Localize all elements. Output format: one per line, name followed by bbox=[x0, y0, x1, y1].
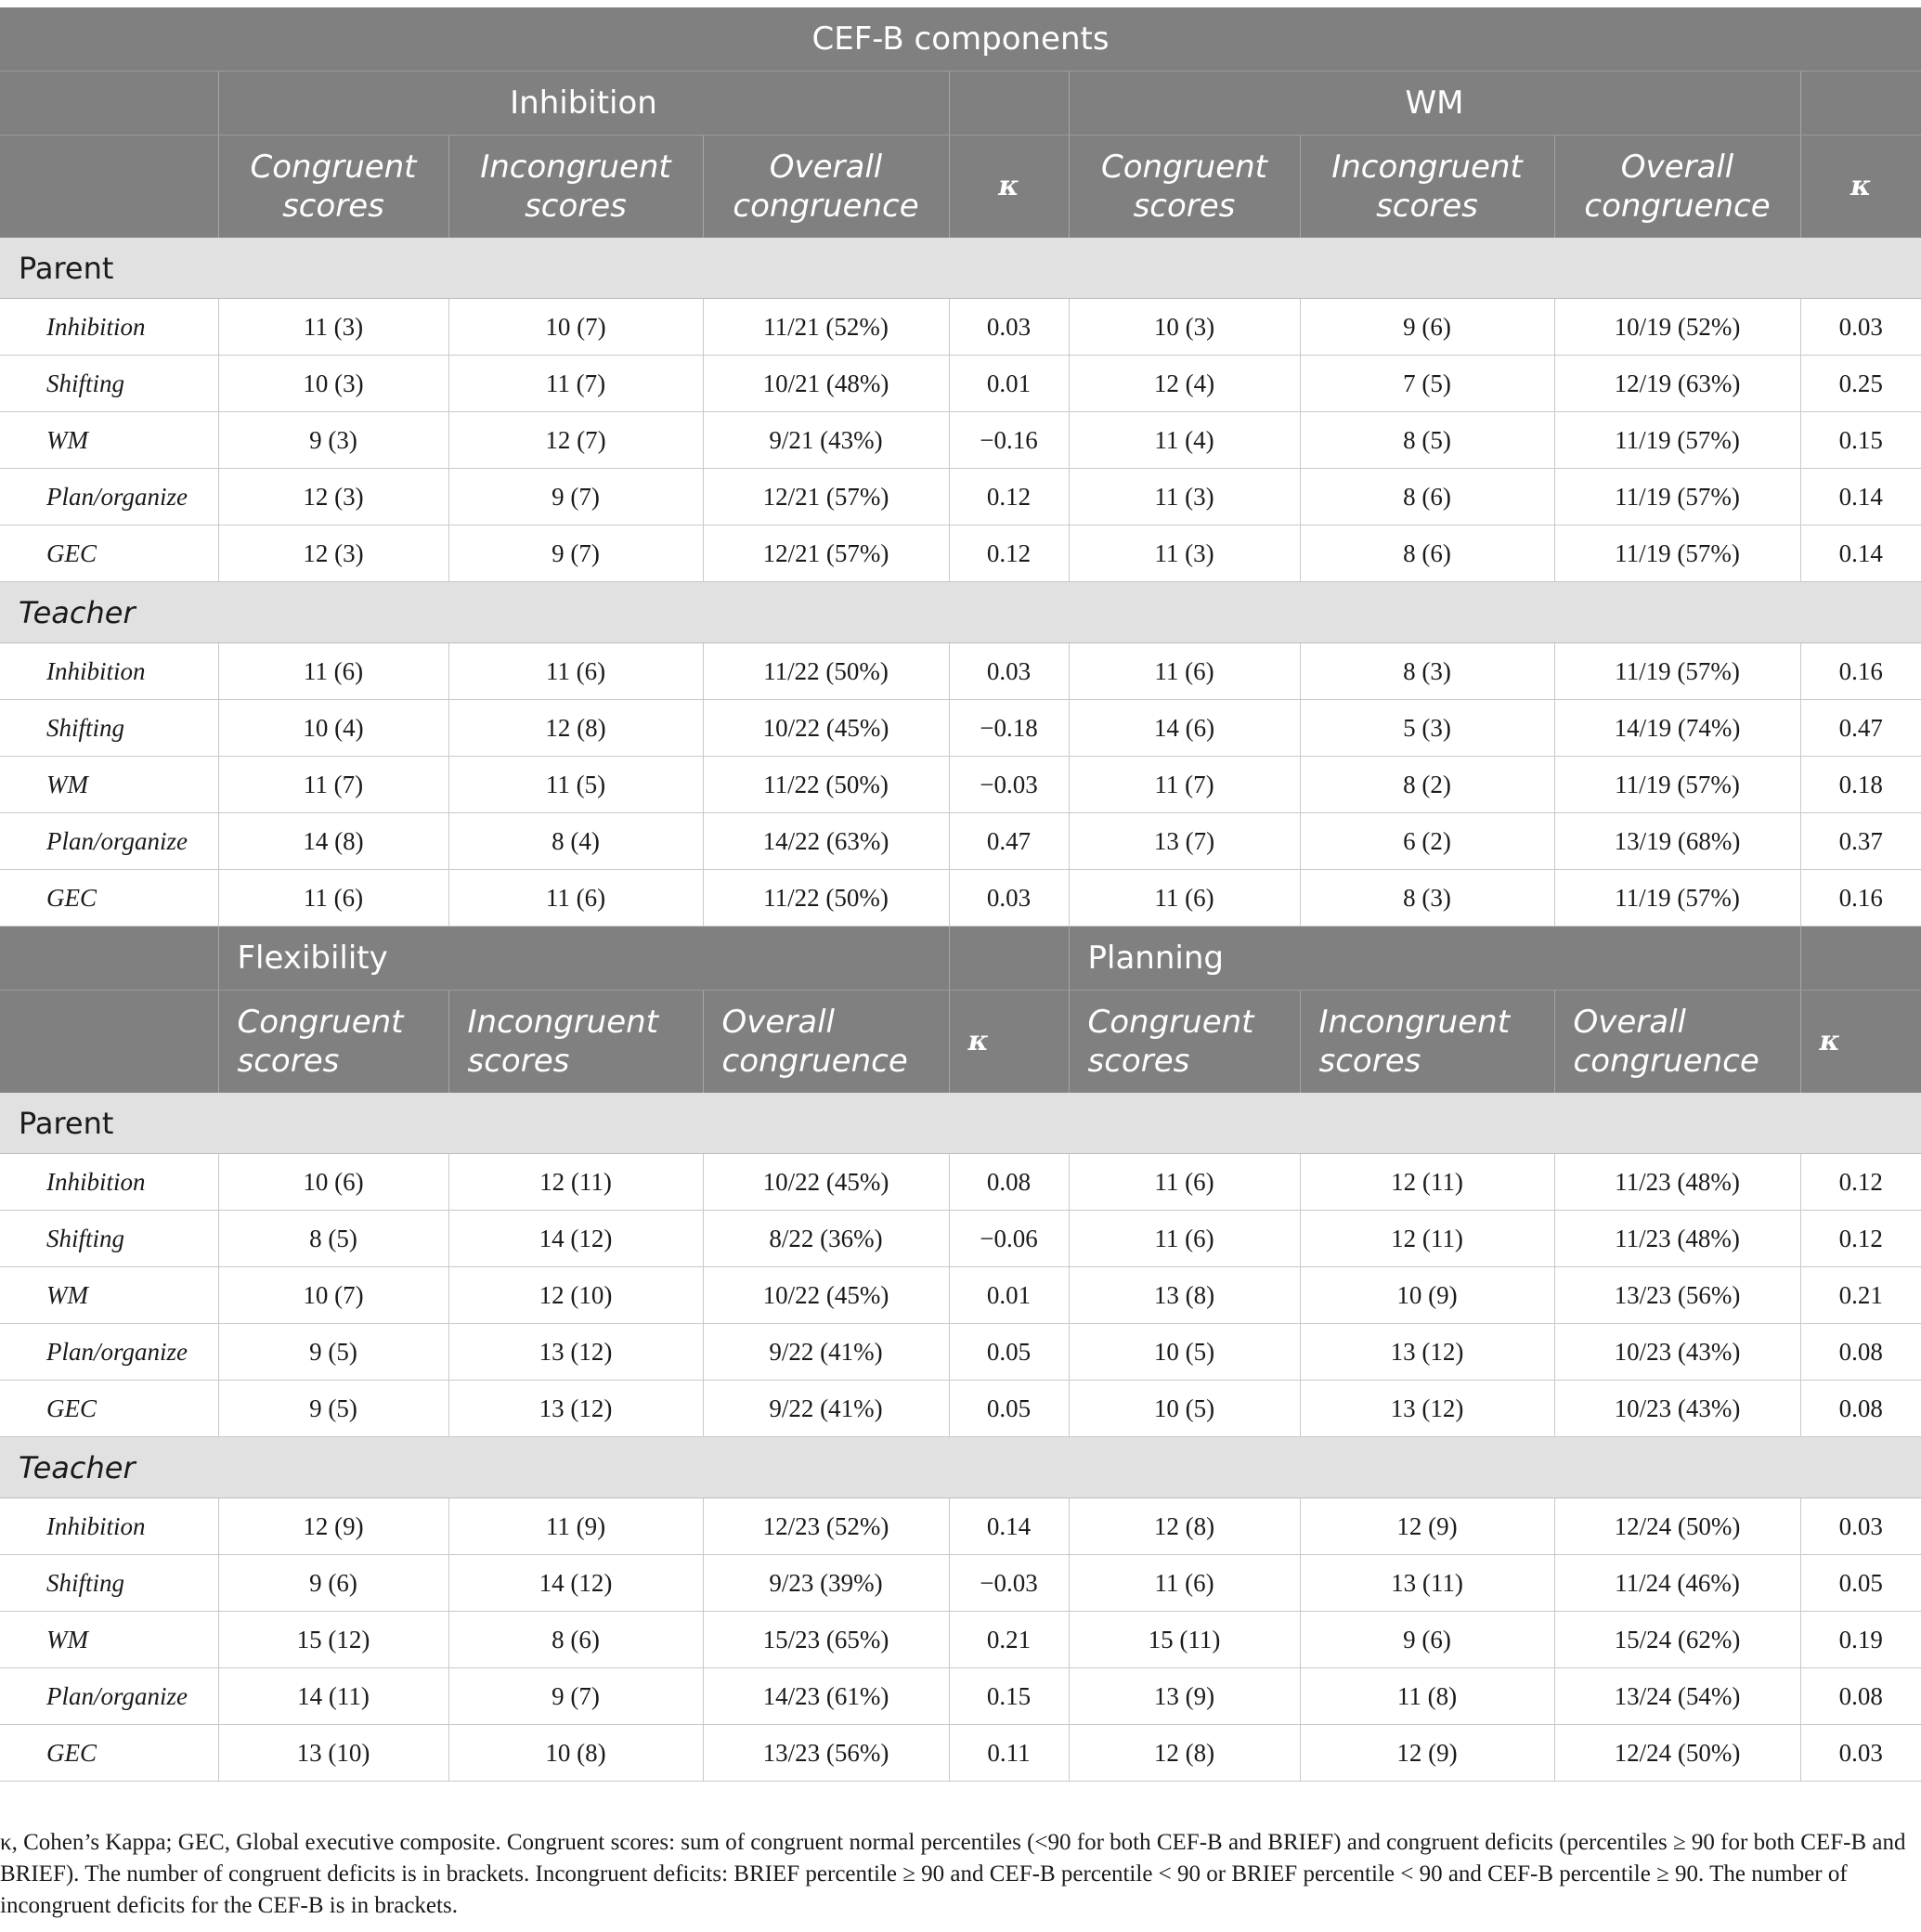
cell-i2: 12 (11) bbox=[1300, 1211, 1554, 1267]
table-row bbox=[0, 1154, 1921, 1211]
cell-k2: 0.08 bbox=[1800, 1324, 1921, 1381]
cell-i1: 11 (6) bbox=[448, 870, 703, 927]
table-row bbox=[0, 643, 1921, 700]
cell-i2: 9 (6) bbox=[1300, 1612, 1554, 1668]
group-header-row bbox=[0, 71, 1921, 136]
cell-c2: 13 (8) bbox=[1069, 1267, 1300, 1324]
table-row bbox=[0, 1498, 1921, 1555]
cell-k1: 0.08 bbox=[949, 1154, 1069, 1211]
cell-k1: 0.11 bbox=[949, 1725, 1069, 1782]
group-header-blank bbox=[1800, 927, 1921, 991]
table-row bbox=[0, 1324, 1921, 1381]
cell-i2: 8 (6) bbox=[1300, 525, 1554, 582]
group-header-left: Inhibition bbox=[218, 71, 949, 136]
incongruent-scores-header bbox=[1300, 136, 1554, 239]
row-label: GEC bbox=[0, 525, 218, 582]
cell-c2: 11 (3) bbox=[1069, 525, 1300, 582]
overall-congruence-header-line1: Overall bbox=[1573, 1004, 1687, 1041]
cell-k1: 0.03 bbox=[949, 643, 1069, 700]
cell-o2: 13/24 (54%) bbox=[1554, 1668, 1800, 1725]
incongruent-scores-header-line2: scores bbox=[467, 1043, 570, 1080]
table-row bbox=[0, 412, 1921, 469]
cell-k1: 0.12 bbox=[949, 525, 1069, 582]
incongruent-scores-header-line1: Incongruent bbox=[1318, 1004, 1511, 1041]
table-body bbox=[0, 7, 1921, 1782]
cell-c1: 8 (5) bbox=[218, 1211, 448, 1267]
row-label: Inhibition bbox=[0, 643, 218, 700]
cell-c1: 12 (9) bbox=[218, 1498, 448, 1555]
cell-c1: 10 (3) bbox=[218, 356, 448, 412]
cell-o1: 9/22 (41%) bbox=[703, 1381, 949, 1437]
cell-c1: 13 (10) bbox=[218, 1725, 448, 1782]
cell-c2: 11 (4) bbox=[1069, 412, 1300, 469]
cell-o1: 9/21 (43%) bbox=[703, 412, 949, 469]
cell-i1: 14 (12) bbox=[448, 1211, 703, 1267]
section-label: Teacher bbox=[0, 1437, 1921, 1498]
cell-i1: 13 (12) bbox=[448, 1381, 703, 1437]
cell-i2: 10 (9) bbox=[1300, 1267, 1554, 1324]
incongruent-scores-header-line2: scores bbox=[1376, 188, 1478, 225]
table-row bbox=[0, 469, 1921, 525]
congruent-scores-header-line1: Congruent bbox=[237, 1004, 404, 1041]
table-row bbox=[0, 700, 1921, 757]
congruent-scores-header-line1: Congruent bbox=[1101, 149, 1267, 186]
group-header-blank bbox=[1800, 71, 1921, 136]
cell-c1: 11 (6) bbox=[218, 870, 448, 927]
row-label: WM bbox=[0, 1612, 218, 1668]
row-label: Shifting bbox=[0, 356, 218, 412]
cell-k1: 0.05 bbox=[949, 1381, 1069, 1437]
cell-k1: 0.14 bbox=[949, 1498, 1069, 1555]
cell-k2: 0.47 bbox=[1800, 700, 1921, 757]
cell-k2: 0.25 bbox=[1800, 356, 1921, 412]
congruent-scores-header-line2: scores bbox=[237, 1043, 340, 1080]
cell-i2: 8 (3) bbox=[1300, 643, 1554, 700]
table-row bbox=[0, 1381, 1921, 1437]
incongruent-scores-header-line1: Incongruent bbox=[480, 149, 671, 186]
cell-c2: 11 (6) bbox=[1069, 643, 1300, 700]
cell-c2: 12 (8) bbox=[1069, 1725, 1300, 1782]
cell-i1: 8 (4) bbox=[448, 813, 703, 870]
cell-k1: 0.15 bbox=[949, 1668, 1069, 1725]
congruent-scores-header-line2: scores bbox=[1087, 1043, 1190, 1080]
cell-i2: 6 (2) bbox=[1300, 813, 1554, 870]
cell-o1: 11/22 (50%) bbox=[703, 757, 949, 813]
cell-k2: 0.19 bbox=[1800, 1612, 1921, 1668]
cell-c1: 9 (3) bbox=[218, 412, 448, 469]
cell-i2: 8 (5) bbox=[1300, 412, 1554, 469]
cell-c1: 9 (6) bbox=[218, 1555, 448, 1612]
title-row bbox=[0, 7, 1921, 71]
kappa-header: κ bbox=[949, 136, 1069, 239]
cell-i2: 12 (11) bbox=[1300, 1154, 1554, 1211]
section-label: Teacher bbox=[0, 582, 1921, 643]
cell-k1: 0.05 bbox=[949, 1324, 1069, 1381]
cell-k1: −0.18 bbox=[949, 700, 1069, 757]
cell-o1: 12/21 (57%) bbox=[703, 525, 949, 582]
cell-i1: 9 (7) bbox=[448, 1668, 703, 1725]
cell-i1: 10 (8) bbox=[448, 1725, 703, 1782]
cell-c2: 11 (6) bbox=[1069, 1555, 1300, 1612]
cell-i2: 8 (6) bbox=[1300, 469, 1554, 525]
cell-i2: 5 (3) bbox=[1300, 700, 1554, 757]
row-label: WM bbox=[0, 757, 218, 813]
cell-k2: 0.21 bbox=[1800, 1267, 1921, 1324]
cell-o2: 15/24 (62%) bbox=[1554, 1612, 1800, 1668]
cell-k1: 0.21 bbox=[949, 1612, 1069, 1668]
cell-o2: 11/19 (57%) bbox=[1554, 757, 1800, 813]
cell-k2: 0.12 bbox=[1800, 1154, 1921, 1211]
cell-c2: 11 (6) bbox=[1069, 1211, 1300, 1267]
cell-k1: −0.03 bbox=[949, 1555, 1069, 1612]
cell-o2: 10/23 (43%) bbox=[1554, 1324, 1800, 1381]
cell-k1: −0.16 bbox=[949, 412, 1069, 469]
cell-c2: 11 (6) bbox=[1069, 870, 1300, 927]
row-label: Inhibition bbox=[0, 1154, 218, 1211]
cell-i1: 9 (7) bbox=[448, 469, 703, 525]
kappa-header: κ bbox=[949, 991, 1069, 1094]
overall-congruence-header bbox=[703, 991, 949, 1094]
section-row-parent bbox=[0, 1093, 1921, 1154]
overall-congruence-header bbox=[703, 136, 949, 239]
table-title: CEF-B components bbox=[0, 7, 1921, 71]
cell-k2: 0.08 bbox=[1800, 1381, 1921, 1437]
cell-c1: 14 (8) bbox=[218, 813, 448, 870]
incongruent-scores-header bbox=[1300, 991, 1554, 1094]
overall-congruence-header-line2: congruence bbox=[721, 1043, 908, 1080]
section-row-teacher bbox=[0, 582, 1921, 643]
cell-k2: 0.08 bbox=[1800, 1668, 1921, 1725]
cell-o1: 11/22 (50%) bbox=[703, 643, 949, 700]
congruent-scores-header-line2: scores bbox=[282, 188, 384, 225]
incongruent-scores-header bbox=[448, 991, 703, 1094]
table-row bbox=[0, 525, 1921, 582]
cell-c2: 14 (6) bbox=[1069, 700, 1300, 757]
group-header-blank bbox=[949, 71, 1069, 136]
cell-k2: 0.05 bbox=[1800, 1555, 1921, 1612]
cell-i2: 12 (9) bbox=[1300, 1725, 1554, 1782]
incongruent-scores-header-line2: scores bbox=[525, 188, 627, 225]
cell-o1: 12/21 (57%) bbox=[703, 469, 949, 525]
cell-i1: 11 (9) bbox=[448, 1498, 703, 1555]
cell-o2: 12/24 (50%) bbox=[1554, 1725, 1800, 1782]
cell-o1: 11/21 (52%) bbox=[703, 299, 949, 356]
cell-i2: 8 (3) bbox=[1300, 870, 1554, 927]
cell-k2: 0.37 bbox=[1800, 813, 1921, 870]
incongruent-scores-header-line1: Incongruent bbox=[1331, 149, 1523, 186]
cell-o1: 15/23 (65%) bbox=[703, 1612, 949, 1668]
group-header-right: WM bbox=[1069, 71, 1800, 136]
cell-o2: 11/19 (57%) bbox=[1554, 525, 1800, 582]
cell-o1: 10/22 (45%) bbox=[703, 1267, 949, 1324]
congruent-scores-header bbox=[1069, 991, 1300, 1094]
cell-k1: 0.03 bbox=[949, 870, 1069, 927]
cell-o1: 11/22 (50%) bbox=[703, 870, 949, 927]
table-footnote: κ, Cohen’s Kappa; GEC, Global executive composite. Congruent scores: sum of congruent normal percentiles (<90 for both CEF-B and BRIEF) and congruent deficits (percentiles ≥ 90 for both CEF-B and BRIEF). The number of congruent deficits is in brackets. Incongruent deficits: BRIEF percentile ≥ 90 and CEF-B percentile < 90 or BRIEF percentile < 90 and CEF-B percentile ≥ 90. The number of incongruent deficits for the CEF-B is in brackets. bbox=[0, 1830, 1906, 1918]
congruent-scores-header-line2: scores bbox=[1133, 188, 1236, 225]
cell-c1: 12 (3) bbox=[218, 469, 448, 525]
cell-c2: 12 (8) bbox=[1069, 1498, 1300, 1555]
group-header-right: Planning bbox=[1069, 927, 1800, 991]
table-row bbox=[0, 1267, 1921, 1324]
overall-congruence-header bbox=[1554, 136, 1800, 239]
table-row bbox=[0, 757, 1921, 813]
cell-c1: 10 (4) bbox=[218, 700, 448, 757]
group-header-blank bbox=[0, 71, 218, 136]
cell-c2: 12 (4) bbox=[1069, 356, 1300, 412]
congruent-scores-header bbox=[218, 991, 448, 1094]
overall-congruence-header-line1: Overall bbox=[1620, 149, 1734, 186]
section-label: Parent bbox=[0, 238, 1921, 299]
table-row bbox=[0, 1211, 1921, 1267]
cell-c1: 10 (6) bbox=[218, 1154, 448, 1211]
cell-i1: 12 (10) bbox=[448, 1267, 703, 1324]
cell-k2: 0.14 bbox=[1800, 469, 1921, 525]
cell-c1: 12 (3) bbox=[218, 525, 448, 582]
row-label: WM bbox=[0, 412, 218, 469]
overall-congruence-header-line1: Overall bbox=[769, 149, 883, 186]
section-label: Parent bbox=[0, 1093, 1921, 1154]
table-row bbox=[0, 299, 1921, 356]
table-row bbox=[0, 1612, 1921, 1668]
cell-o1: 12/23 (52%) bbox=[703, 1498, 949, 1555]
overall-congruence-header-line1: Overall bbox=[721, 1004, 836, 1041]
row-label: Plan/organize bbox=[0, 1668, 218, 1725]
cell-k1: 0.03 bbox=[949, 299, 1069, 356]
cell-o2: 12/24 (50%) bbox=[1554, 1498, 1800, 1555]
cell-i1: 14 (12) bbox=[448, 1555, 703, 1612]
cell-i2: 13 (12) bbox=[1300, 1381, 1554, 1437]
cell-k1: 0.12 bbox=[949, 469, 1069, 525]
column-header-blank bbox=[0, 991, 218, 1094]
cell-c1: 11 (6) bbox=[218, 643, 448, 700]
kappa-header: κ bbox=[1800, 991, 1921, 1094]
cell-o2: 11/19 (57%) bbox=[1554, 412, 1800, 469]
cell-i1: 12 (11) bbox=[448, 1154, 703, 1211]
cell-o2: 13/23 (56%) bbox=[1554, 1267, 1800, 1324]
cell-c1: 9 (5) bbox=[218, 1324, 448, 1381]
cell-i2: 11 (8) bbox=[1300, 1668, 1554, 1725]
cell-o2: 11/23 (48%) bbox=[1554, 1154, 1800, 1211]
cell-c2: 10 (3) bbox=[1069, 299, 1300, 356]
cell-i1: 11 (5) bbox=[448, 757, 703, 813]
cell-o2: 11/19 (57%) bbox=[1554, 469, 1800, 525]
group-header-blank bbox=[949, 927, 1069, 991]
cell-c2: 13 (9) bbox=[1069, 1668, 1300, 1725]
row-label: Shifting bbox=[0, 1211, 218, 1267]
row-label: Plan/organize bbox=[0, 469, 218, 525]
cell-o1: 10/22 (45%) bbox=[703, 1154, 949, 1211]
cell-k2: 0.18 bbox=[1800, 757, 1921, 813]
cell-c2: 10 (5) bbox=[1069, 1381, 1300, 1437]
table-row bbox=[0, 356, 1921, 412]
row-label: GEC bbox=[0, 1381, 218, 1437]
group-header-row bbox=[0, 927, 1921, 991]
cell-i2: 13 (12) bbox=[1300, 1324, 1554, 1381]
congruent-scores-header-line1: Congruent bbox=[250, 149, 417, 186]
row-label: Plan/organize bbox=[0, 813, 218, 870]
table-row bbox=[0, 870, 1921, 927]
cell-o2: 11/19 (57%) bbox=[1554, 643, 1800, 700]
cell-c2: 10 (5) bbox=[1069, 1324, 1300, 1381]
row-label: Inhibition bbox=[0, 1498, 218, 1555]
cell-k2: 0.15 bbox=[1800, 412, 1921, 469]
table-row bbox=[0, 1668, 1921, 1725]
row-label: GEC bbox=[0, 870, 218, 927]
cell-i1: 9 (7) bbox=[448, 525, 703, 582]
cell-o1: 14/23 (61%) bbox=[703, 1668, 949, 1725]
cell-o1: 10/21 (48%) bbox=[703, 356, 949, 412]
cell-c1: 14 (11) bbox=[218, 1668, 448, 1725]
overall-congruence-header bbox=[1554, 991, 1800, 1094]
row-label: Shifting bbox=[0, 700, 218, 757]
cell-i1: 12 (8) bbox=[448, 700, 703, 757]
cell-k1: 0.01 bbox=[949, 1267, 1069, 1324]
cell-o1: 14/22 (63%) bbox=[703, 813, 949, 870]
cell-o1: 8/22 (36%) bbox=[703, 1211, 949, 1267]
congruence-table bbox=[0, 7, 1921, 1782]
cell-i2: 8 (2) bbox=[1300, 757, 1554, 813]
table-row bbox=[0, 813, 1921, 870]
row-label: Shifting bbox=[0, 1555, 218, 1612]
cell-o2: 14/19 (74%) bbox=[1554, 700, 1800, 757]
cell-c2: 15 (11) bbox=[1069, 1612, 1300, 1668]
row-label: Plan/organize bbox=[0, 1324, 218, 1381]
cell-k2: 0.03 bbox=[1800, 1725, 1921, 1782]
cell-c1: 15 (12) bbox=[218, 1612, 448, 1668]
congruent-scores-header bbox=[218, 136, 448, 239]
cell-o2: 11/24 (46%) bbox=[1554, 1555, 1800, 1612]
cell-k2: 0.03 bbox=[1800, 299, 1921, 356]
table-wrapper bbox=[0, 7, 1921, 1782]
cell-k1: 0.01 bbox=[949, 356, 1069, 412]
overall-congruence-header-line2: congruence bbox=[1573, 1043, 1759, 1080]
cell-o2: 13/19 (68%) bbox=[1554, 813, 1800, 870]
cell-c2: 11 (6) bbox=[1069, 1154, 1300, 1211]
cell-o1: 9/22 (41%) bbox=[703, 1324, 949, 1381]
row-label: WM bbox=[0, 1267, 218, 1324]
row-label: Inhibition bbox=[0, 299, 218, 356]
cell-k2: 0.12 bbox=[1800, 1211, 1921, 1267]
cell-k1: −0.06 bbox=[949, 1211, 1069, 1267]
cell-c1: 10 (7) bbox=[218, 1267, 448, 1324]
cell-o2: 10/23 (43%) bbox=[1554, 1381, 1800, 1437]
cell-o2: 11/23 (48%) bbox=[1554, 1211, 1800, 1267]
cell-o2: 11/19 (57%) bbox=[1554, 870, 1800, 927]
table-row bbox=[0, 1725, 1921, 1782]
cell-i1: 8 (6) bbox=[448, 1612, 703, 1668]
column-header-blank bbox=[0, 136, 218, 239]
overall-congruence-header-line2: congruence bbox=[733, 188, 919, 225]
cell-i1: 12 (7) bbox=[448, 412, 703, 469]
cell-k2: 0.16 bbox=[1800, 870, 1921, 927]
cell-k2: 0.16 bbox=[1800, 643, 1921, 700]
incongruent-scores-header-line1: Incongruent bbox=[467, 1004, 659, 1041]
cell-c2: 13 (7) bbox=[1069, 813, 1300, 870]
cell-i1: 10 (7) bbox=[448, 299, 703, 356]
overall-congruence-header-line2: congruence bbox=[1584, 188, 1771, 225]
cell-c1: 9 (5) bbox=[218, 1381, 448, 1437]
row-label: GEC bbox=[0, 1725, 218, 1782]
cell-o2: 10/19 (52%) bbox=[1554, 299, 1800, 356]
cell-i2: 7 (5) bbox=[1300, 356, 1554, 412]
cell-k1: −0.03 bbox=[949, 757, 1069, 813]
incongruent-scores-header-line2: scores bbox=[1318, 1043, 1421, 1080]
cell-k2: 0.03 bbox=[1800, 1498, 1921, 1555]
kappa-header: κ bbox=[1800, 136, 1921, 239]
cell-i2: 12 (9) bbox=[1300, 1498, 1554, 1555]
cell-i1: 11 (6) bbox=[448, 643, 703, 700]
section-row-parent bbox=[0, 238, 1921, 299]
cell-c2: 11 (3) bbox=[1069, 469, 1300, 525]
cell-c1: 11 (7) bbox=[218, 757, 448, 813]
cell-c2: 11 (7) bbox=[1069, 757, 1300, 813]
group-header-left: Flexibility bbox=[218, 927, 949, 991]
cell-k2: 0.14 bbox=[1800, 525, 1921, 582]
table-row bbox=[0, 1555, 1921, 1612]
cell-i2: 13 (11) bbox=[1300, 1555, 1554, 1612]
cell-c1: 11 (3) bbox=[218, 299, 448, 356]
column-header-row bbox=[0, 991, 1921, 1094]
group-header-blank bbox=[0, 927, 218, 991]
congruent-scores-header-line1: Congruent bbox=[1087, 1004, 1254, 1041]
cell-i1: 13 (12) bbox=[448, 1324, 703, 1381]
cell-i1: 11 (7) bbox=[448, 356, 703, 412]
cell-k1: 0.47 bbox=[949, 813, 1069, 870]
cell-o1: 10/22 (45%) bbox=[703, 700, 949, 757]
cell-o1: 13/23 (56%) bbox=[703, 1725, 949, 1782]
column-header-row bbox=[0, 136, 1921, 239]
incongruent-scores-header bbox=[448, 136, 703, 239]
congruent-scores-header bbox=[1069, 136, 1300, 239]
cell-o2: 12/19 (63%) bbox=[1554, 356, 1800, 412]
cell-i2: 9 (6) bbox=[1300, 299, 1554, 356]
cell-o1: 9/23 (39%) bbox=[703, 1555, 949, 1612]
section-row-teacher bbox=[0, 1437, 1921, 1498]
